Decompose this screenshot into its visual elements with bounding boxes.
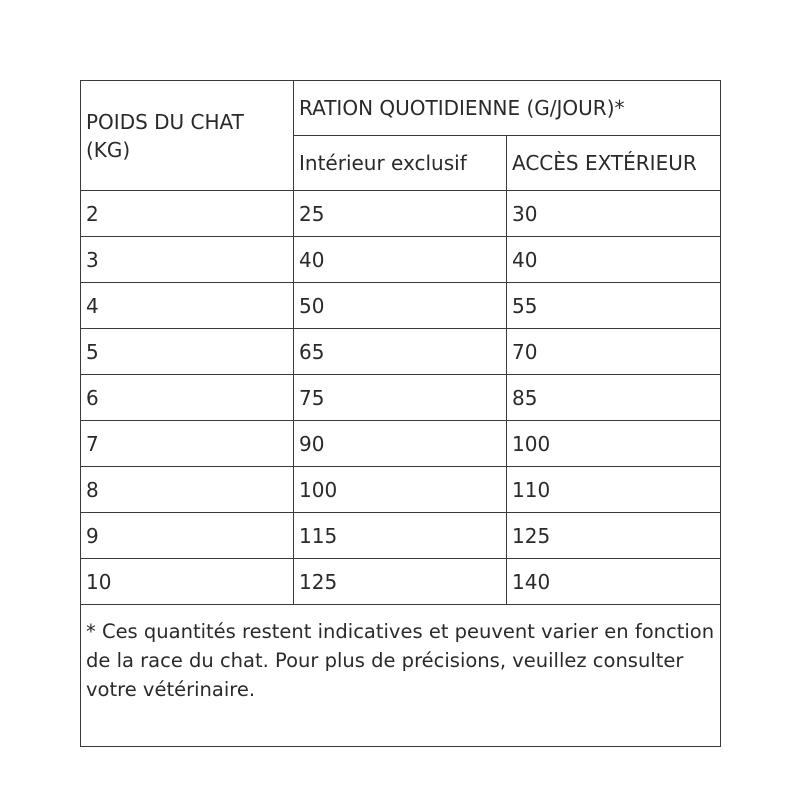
table-row — [81, 513, 721, 559]
weight-cell: 7 — [81, 421, 294, 467]
footnote: * Ces quantités restent indicatives et peuvent varier en fonction de la race du chat. Pour plus de précisions, veuillez consulter votre vétérinaire. — [81, 605, 721, 747]
indoor-cell: 25 — [294, 191, 507, 237]
ration-table — [80, 80, 721, 747]
table-row — [81, 375, 721, 421]
table-row — [81, 559, 721, 605]
indoor-cell: 100 — [294, 467, 507, 513]
weight-column-header: POIDS DU CHAT (KG) — [81, 81, 294, 191]
weight-cell: 2 — [81, 191, 294, 237]
indoor-cell: 40 — [294, 237, 507, 283]
outdoor-cell: 125 — [507, 513, 721, 559]
indoor-cell: 115 — [294, 513, 507, 559]
outdoor-column-header: ACCÈS EXTÉRIEUR — [507, 136, 721, 191]
outdoor-cell: 85 — [507, 375, 721, 421]
weight-cell: 6 — [81, 375, 294, 421]
indoor-cell: 65 — [294, 329, 507, 375]
ration-column-header: RATION QUOTIDIENNE (G/JOUR)* — [294, 81, 721, 136]
indoor-cell: 75 — [294, 375, 507, 421]
indoor-cell: 50 — [294, 283, 507, 329]
table-row — [81, 237, 721, 283]
table-row — [81, 467, 721, 513]
outdoor-cell: 70 — [507, 329, 721, 375]
outdoor-cell: 40 — [507, 237, 721, 283]
weight-cell: 9 — [81, 513, 294, 559]
indoor-cell: 125 — [294, 559, 507, 605]
weight-cell: 10 — [81, 559, 294, 605]
indoor-column-header: Intérieur exclusif — [294, 136, 507, 191]
footnote-row — [81, 605, 721, 747]
weight-cell: 3 — [81, 237, 294, 283]
weight-cell: 4 — [81, 283, 294, 329]
outdoor-cell: 140 — [507, 559, 721, 605]
weight-cell: 8 — [81, 467, 294, 513]
outdoor-cell: 55 — [507, 283, 721, 329]
table-row — [81, 283, 721, 329]
outdoor-cell: 110 — [507, 467, 721, 513]
indoor-cell: 90 — [294, 421, 507, 467]
outdoor-cell: 30 — [507, 191, 721, 237]
table-row — [81, 191, 721, 237]
outdoor-cell: 100 — [507, 421, 721, 467]
weight-cell: 5 — [81, 329, 294, 375]
header-row — [81, 81, 721, 136]
table-row — [81, 421, 721, 467]
table-row — [81, 329, 721, 375]
